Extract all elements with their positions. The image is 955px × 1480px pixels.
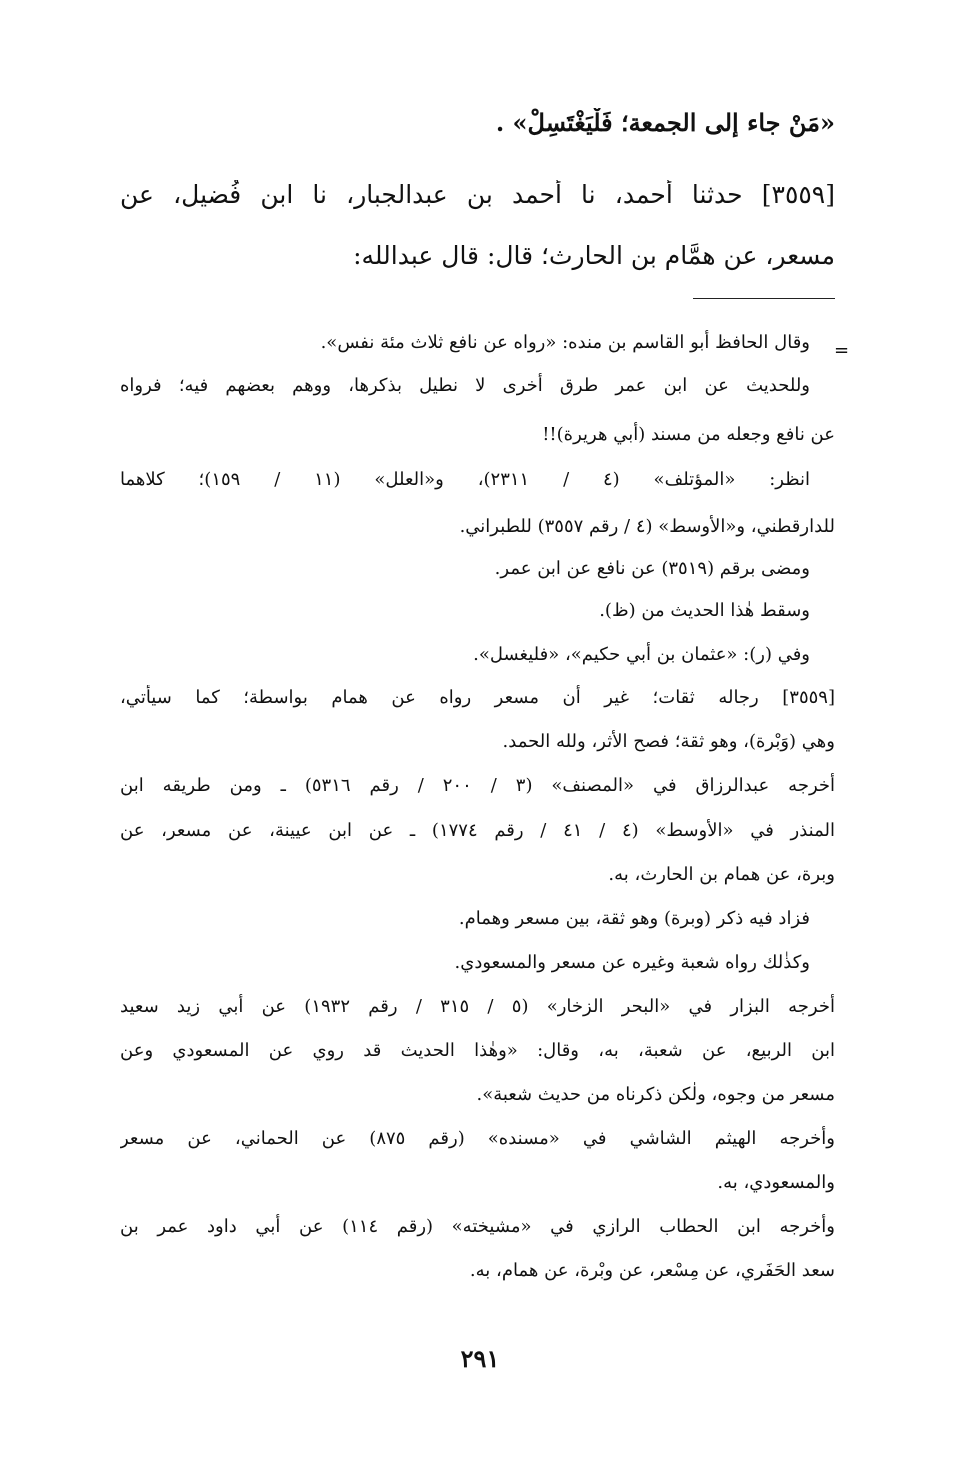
footnote-line: ومضى برقم (٣٥١٩) عن نافع عن ابن عمر.: [494, 558, 810, 579]
footnote-line: فزاد فيه ذكر (وبرة) وهو ثقة، بين مسعر وهمام.: [458, 908, 810, 929]
footnote-line: وللحديث عن ابن عمر طرق أخرى لا نطيل بذكرها، ووهم بعضهم فيه؛ فرواه: [120, 375, 810, 396]
footnote-line: للدارقطني، و«الأوسط» (٤ / رقم ٣٥٥٧) للطبراني.: [459, 516, 835, 537]
footnote-line: المنذر في «الأوسط» (٤ / ٤١ / رقم ١٧٧٤) ـ عن ابن عيينة، عن مسعر، عن: [120, 820, 835, 841]
footnote-line: وأخرجه الهيثم الشاشي في «مسنده» (رقم ٨٧٥) عن الحماني، عن مسعر: [120, 1128, 835, 1149]
footnote-line: والمسعودي، به.: [717, 1172, 835, 1193]
footnote-line: انظر: «المؤتلف» (٤ / ٢٣١١)، و«العلل» (١١ / ١٥٩)؛ كلاهما: [120, 469, 810, 490]
footnote-continuation-marker: =: [834, 340, 850, 361]
hadith-quote-line: «مَنْ جاء إلى الجمعة؛ فَلْيَغْتَسِلْ» .: [495, 108, 835, 137]
footnote-line: وأخرجه ابن الحطاب الرازي في «مشيخته» (رقم ١١٤) عن أبي داود عمر بن: [120, 1216, 835, 1237]
footnote-line: مسعر من وجوه، ولٰكن ذكرناه من حديث شعبة».: [476, 1084, 835, 1105]
footnote-line: أخرجه عبدالرزاق في «المصنف» (٣ / ٢٠٠ / رقم ٥٣١٦) ـ ومن طريقه ابن: [120, 775, 835, 796]
footnote-line: سعد الحَفَري، عن مِسْعر، عن وبْرة، عن همام، به.: [469, 1260, 835, 1281]
footnote-line: عن نافع وجعله من مسند (أبي هريرة)!!: [542, 424, 835, 445]
footnote-separator: [693, 298, 835, 299]
footnote-line: ابن الربيع، عن شعبة، به، وقال: «وهٰذا الحديث قد روي عن المسعودي وعن: [120, 1040, 835, 1061]
footnote-line: أخرجه البزار في «البحر الزخار» (٥ / ٣١٥ / رقم ١٩٣٢) عن أبي زيد سعيد: [120, 996, 835, 1017]
footnote-line: وقال الحافظ أبو القاسم بن منده: «رواه عن نافع ثلاث مئة نفس».: [320, 332, 810, 353]
footnote-line: وكذٰلك رواه شعبة وغيره عن مسعر والمسعودي.: [454, 952, 810, 973]
page-number: ٢٩١: [460, 1344, 500, 1373]
footnote-line: وبرة، عن همام بن الحارث، به.: [608, 864, 835, 885]
footnote-line: وفي (ر): «عثمان بن أبي حكيم»، «فليغسل».: [473, 644, 810, 665]
isnad-line-2: مسعر، عن همَّام بن الحارث؛ قال: قال عبدالله:: [353, 241, 835, 270]
footnote-line: [٣٥٥٩] رجاله ثقات؛ غير أن مسعر رواه عن همام بواسطة؛ كما سيأتي،: [120, 687, 835, 708]
footnote-line: وهي (وَبْرة)، وهو ثقة؛ فصح الأثر، ولله الحمد.: [502, 731, 835, 752]
footnote-line: وسقط هٰذا الحديث من (ظ).: [599, 600, 810, 621]
isnad-line-1: [٣٥٥٩] حدثنا أحمد، نا أحمد بن عبدالجبار، نا ابن فُضيل، عن: [120, 180, 835, 209]
